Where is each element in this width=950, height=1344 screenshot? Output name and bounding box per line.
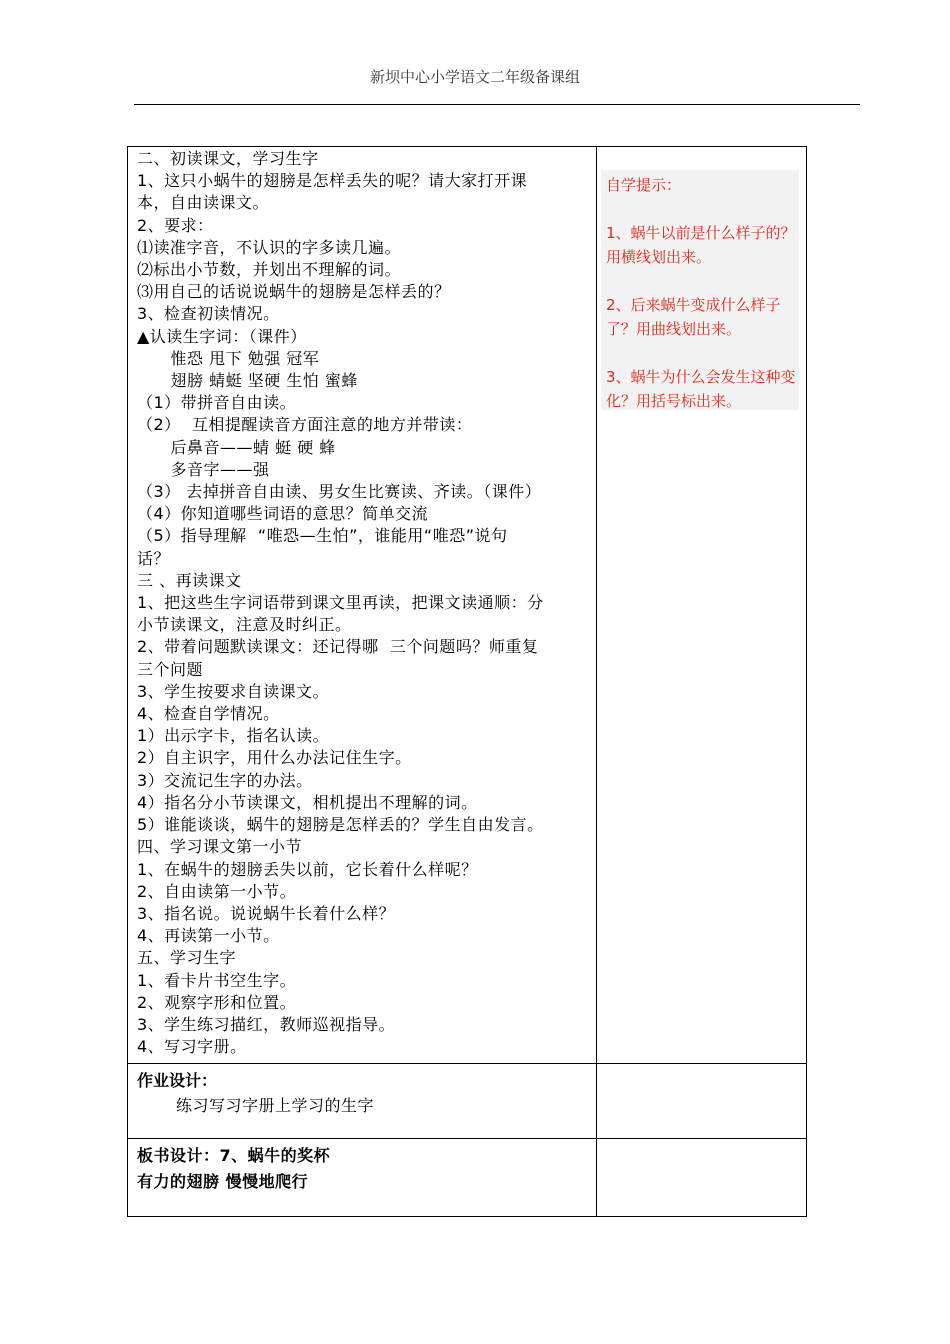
lesson-line: 2、观察字形和位置。: [137, 992, 297, 1012]
lesson-line: 小节读课文，注意及时纠正。: [137, 615, 352, 635]
lesson-line: ⑵标出小节数，并划出不理解的词。: [137, 260, 402, 280]
lesson-line: 五、学习生字: [137, 948, 237, 968]
lesson-line: 惟恐 甩下 勉强 冠军: [137, 348, 320, 368]
lesson-line: 话？: [137, 548, 171, 568]
lesson-line: （2） 互相提醒读音方面注意的地方并带读：: [137, 415, 473, 435]
lesson-line: 三 、再读课文: [137, 570, 242, 590]
hint-item: 3、蜗牛为什么会发生这种变化？用括号标出来。: [606, 368, 796, 410]
hint-item: 1、蜗牛以前是什么样子的？用横线划出来。: [606, 224, 796, 266]
lesson-line: 4、再读第一小节。: [137, 926, 280, 946]
lesson-line: 1、看卡片书空生字。: [137, 970, 297, 990]
lesson-line: 2、自由读第一小节。: [137, 881, 297, 901]
lesson-line: 2、带着问题默读课文：还记得哪 三个问题吗？师重复: [137, 637, 539, 657]
lesson-line: 1、这只小蜗牛的翅膀是怎样丢失的呢？请大家打开课: [137, 171, 528, 191]
lesson-line: 3）交流记生字的办法。: [137, 770, 313, 790]
board-design-content: 有力的翅膀 慢慢地爬行: [137, 1172, 309, 1191]
homework-body: 练习写习字册上学习的生字: [176, 1096, 375, 1115]
lesson-line: 4、检查自学情况。: [137, 704, 280, 724]
lesson-line: 三个问题: [137, 659, 204, 679]
lesson-line: 1）出示字卡，指名认读。: [137, 726, 330, 746]
lesson-line: ▲认读生字词：（课件）: [137, 326, 307, 346]
lesson-line: 4、写习字册。: [137, 1037, 247, 1057]
lesson-line: 本，自由读课文。: [137, 193, 270, 213]
header-rule: [134, 104, 860, 105]
lesson-line: 多音字——强: [137, 459, 270, 479]
lesson-steps: [137, 148, 589, 1058]
lesson-line: 3、指名说。说说蜗牛长着什么样？: [137, 903, 396, 923]
lesson-line: 1、在蜗牛的翅膀丢失以前，它长着什么样呢？: [137, 859, 478, 879]
lesson-line: 2）自主识字，用什么办法记住生字。: [137, 748, 412, 768]
lesson-line: 3、检查初读情况。: [137, 304, 280, 324]
row-divider-homework: [128, 1063, 806, 1064]
lesson-line: （3） 去掉拼音自由读、男女生比赛读、齐读。（课件）: [137, 482, 542, 502]
lesson-line: 四、学习课文第一小节: [137, 837, 303, 857]
page-header: 新坝中心小学语文二年级备课组: [369, 68, 580, 86]
lesson-line: 3、学生练习描红，教师巡视指导。: [137, 1014, 396, 1034]
lesson-line: 3、学生按要求自读课文。: [137, 681, 330, 701]
lesson-line: 二、初读课文，学习生字: [137, 149, 319, 168]
lesson-line: ⑶用自己的话说说蜗牛的翅膀是怎样丢的？: [137, 282, 451, 302]
lesson-line: 翅膀 蜻蜓 坚硬 生怕 蜜蜂: [137, 371, 358, 391]
lesson-line: 5）谁能谈谈，蜗牛的翅膀是怎样丢的？学生自由发言。: [137, 815, 544, 835]
lesson-table: [127, 146, 807, 1217]
column-divider: [596, 147, 597, 1216]
homework-title: 作业设计：: [137, 1071, 218, 1090]
board-design-title: 板书设计：7、蜗牛的奖杯: [137, 1146, 331, 1165]
hint-item: 2、后来蜗牛变成什么样子了？用曲线划出来。: [606, 296, 781, 338]
self-study-hints: [606, 173, 802, 437]
lesson-line: 2、要求：: [137, 215, 214, 235]
lesson-line: ⑴读准字音，不认识的字多读几遍。: [137, 237, 402, 257]
lesson-line: （4）你知道哪些词语的意思？简单交流: [137, 504, 429, 524]
lesson-line: （5）指导理解 “唯恐—生怕”，谁能用“唯恐”说句: [137, 526, 508, 546]
row-divider-board: [128, 1138, 806, 1139]
lesson-line: 后鼻音——蜻 蜓 硬 蜂: [137, 437, 336, 457]
hint-title: 自学提示：: [606, 176, 682, 194]
lesson-line: 4）指名分小节读课文，相机提出不理解的词。: [137, 792, 478, 812]
lesson-line: 1、把这些生字词语带到课文里再读，把课文读通顺：分: [137, 593, 544, 613]
lesson-line: （1）带拼音自由读。: [137, 393, 297, 413]
